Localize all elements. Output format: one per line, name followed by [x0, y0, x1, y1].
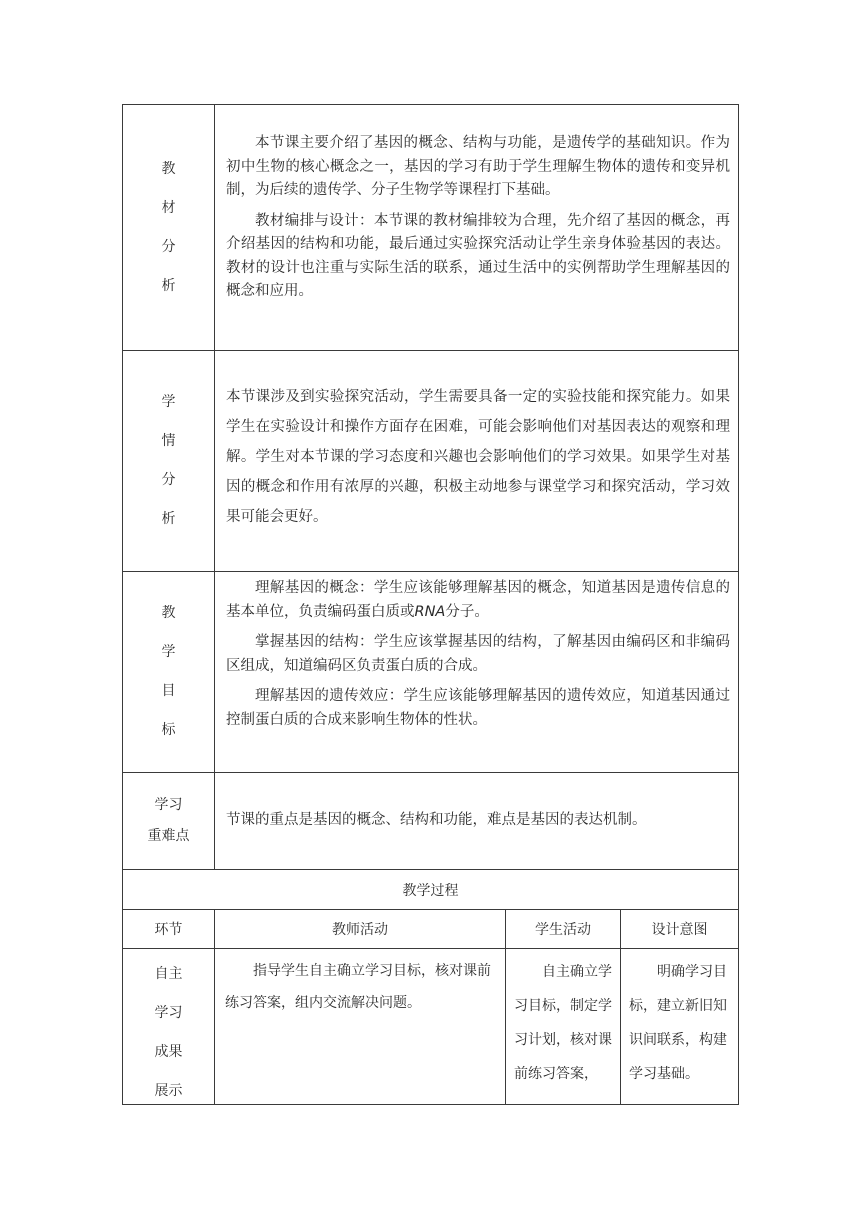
- lesson-plan-table: [122, 104, 739, 1105]
- header-design-intent: 设计意图: [651, 922, 708, 938]
- row-key-points: [123, 773, 738, 870]
- goal-paragraph-3: 理解基因的遗传效应：学生应该能够理解基因的遗传效应，知道基因通过控制蛋白质的合成来影响生物体的性状。: [226, 688, 730, 728]
- design-intent-cell: 明确学习目标，建立新旧知识间联系，构建学习基础。: [629, 964, 727, 1082]
- student-activity-cell: 自主确立学习目标，制定学习计划，核对课前练习答案，: [506, 949, 621, 1104]
- student-analysis-text: 本节课涉及到实验探究活动，学生需要具备一定的实验技能和探究能力。如果学生在实验设计和操作方面存在困难，可能会影响他们对基因表达的观察和理解。学生对本节课的学习态度和兴趣也会影响他们的学习效果。如果学生对基因的概念和作用有浓厚的兴趣，积极主动地参与课堂学习和探究活动，学习效果可能会更好。: [226, 389, 730, 525]
- teacher-activity-cell: 指导学生自主确立学习目标，核对课前练习答案，组内交流解决问题。: [215, 949, 506, 1104]
- student-analysis-content: [215, 351, 738, 571]
- textbook-paragraph-2: 教材编排与设计：本节课的教材编排较为合理，先介绍了基因的概念，再介绍基因的结构和功能，最后通过实验探究活动让学生亲身体验基因的表达。教材的设计也注重与实际生活的联系，通过生活中的实例帮助学生理解基因的概念和应用。: [226, 212, 730, 299]
- row-textbook-analysis: [123, 105, 738, 351]
- process-title: 教学过程: [123, 870, 738, 910]
- header-stage: 环节: [123, 910, 215, 948]
- label-key-points: 学习 重难点: [123, 773, 215, 869]
- goal-paragraph-2: 掌握基因的结构：学生应该掌握基因的结构，了解基因由编码区和非编码区组成，知道编码区负责蛋白质的合成。: [226, 634, 730, 674]
- key-points-text: 节课的重点是基因的概念、结构和功能，难点是基因的表达机制。: [226, 812, 647, 829]
- teaching-goals-content: [215, 572, 738, 772]
- process-row-self-study: [123, 949, 738, 1104]
- header-student-activity: 学生活动: [506, 910, 621, 948]
- header-teacher-activity: 教师活动: [215, 910, 506, 948]
- label-teaching-goals: 教 学 目 标: [123, 572, 215, 772]
- label-textbook-analysis: 教 材 分 析: [123, 105, 215, 350]
- stage-cell: 自主 学习 成果 展示: [123, 949, 215, 1104]
- key-points-content: [215, 773, 738, 869]
- row-student-analysis: [123, 351, 738, 572]
- rna-term: RNA: [414, 603, 446, 620]
- textbook-paragraph-1: 本节课主要介绍了基因的概念、结构与功能，是遗传学的基础知识。作为初中生物的核心概念之一，基因的学习有助于学生理解生物体的遗传和变异机制，为后续的遗传学、分子生物学等课程打下基础。: [226, 135, 730, 198]
- process-header-row: [123, 910, 738, 949]
- goal-paragraph-1: 理解基因的概念：学生应该能够理解基因的概念，知道基因是遗传信息的基本单位，负责编码蛋白质或RNA分子。: [226, 580, 730, 620]
- textbook-analysis-content: [215, 105, 738, 350]
- label-student-analysis: 学 情 分 析: [123, 351, 215, 571]
- row-teaching-goals: [123, 572, 738, 773]
